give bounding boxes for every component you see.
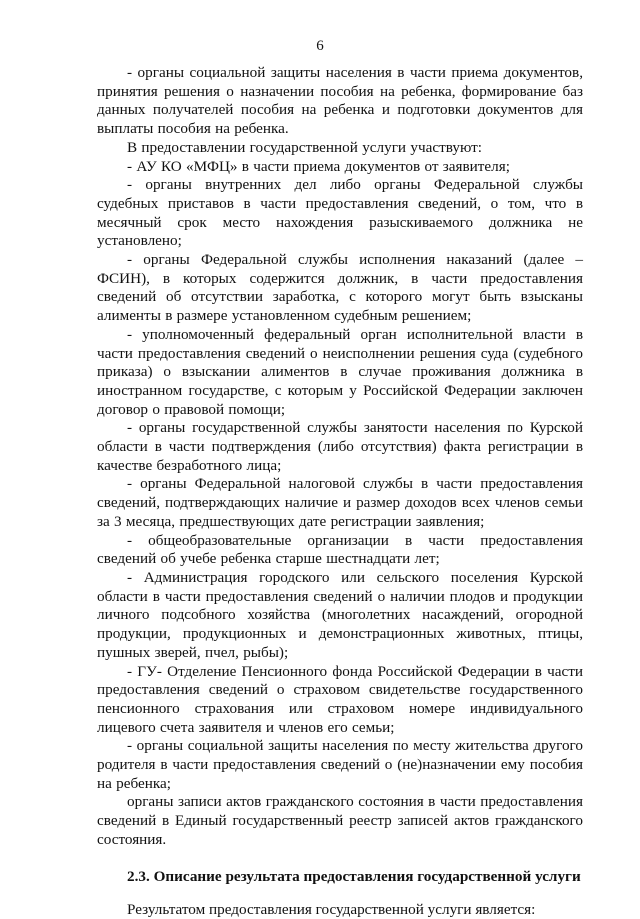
paragraph-tax-service: - органы Федеральной налоговой службы в части предоставления сведений, подтверждающих наличие и размер доходов всех членов семьи за 3 месяца, предшествующих дате регистрации заявления; [97, 475, 583, 530]
paragraph-schools: - общеобразовательные организации в части предоставления сведений об учебе ребенка старше шестнадцати лет; [97, 531, 583, 568]
paragraph-federal-authority: - уполномоченный федеральный орган исполнительной власти в части предоставления сведений о неисполнении решения суда (судебного приказа) о взыскании алиментов в случае проживания должника в иностранном государстве, с которым у Российской Федерации заключен договор о правовой помощи; [97, 325, 583, 418]
document-body [97, 64, 583, 919]
paragraph-administration: - Администрация городского или сельского поселения Курской области в части предоставления сведений о наличии плодов и продукции личного подсобного хозяйства (многолетних насаждений, огородной продукции, продукционных и демонстрационных животных, птицы, пушных зверей, пчел, рыбы); [97, 568, 583, 661]
paragraph-employment-service: - органы государственной службы занятости населения по Курской области в части подтверждения (либо отсутствия) факта регистрации в качестве безработного лица; [97, 419, 583, 474]
paragraph-mfc: - АУ КО «МФЦ» в части приема документов от заявителя; [127, 157, 510, 175]
section-heading: 2.3. Описание результата предоставления государственной услуги [127, 867, 581, 885]
paragraph-social-protection: - органы социальной защиты населения в части приема документов, принятия решения о назначении пособия на ребенка, формирование баз данных получателей пособия на ребенка и подготовки документов для выплаты пособия на ребенка. [97, 64, 583, 138]
paragraph-civil-registry: органы записи актов гражданского состояния в части предоставления сведений в Единый государственный реестр записей актов гражданского состояния. [97, 793, 583, 848]
paragraph-fsin: - органы Федеральной службы исполнения наказаний (далее – ФСИН), в которых содержится должник, в части предоставления сведений об отсутствии заработка, с которого могут быть взысканы алименты в размере установленном судебным решением; [97, 251, 583, 325]
paragraph-participants-intro: В предоставлении государственной услуги участвуют: [127, 138, 482, 156]
result-text: Результатом предоставления государственной услуги является: [127, 900, 536, 918]
page-number: 6 [316, 38, 324, 54]
paragraph-internal-affairs: - органы внутренних дел либо органы Федеральной службы судебных приставов в части предоставления сведений, о том, что в месячный срок место нахождения разыскиваемого должника не установлено; [97, 176, 583, 250]
paragraph-other-parent: - органы социальной защиты населения по месту жительства другого родителя в части предоставления сведений о (не)назначении ему пособия на ребенка; [97, 737, 583, 792]
paragraph-pension-fund: - ГУ- Отделение Пенсионного фонда Российской Федерации в части предоставления сведений о страховом свидетельстве государственного пенсионного страхования или страховом номере индивидуального лицевого счета заявителя и членов его семьи; [97, 662, 583, 736]
